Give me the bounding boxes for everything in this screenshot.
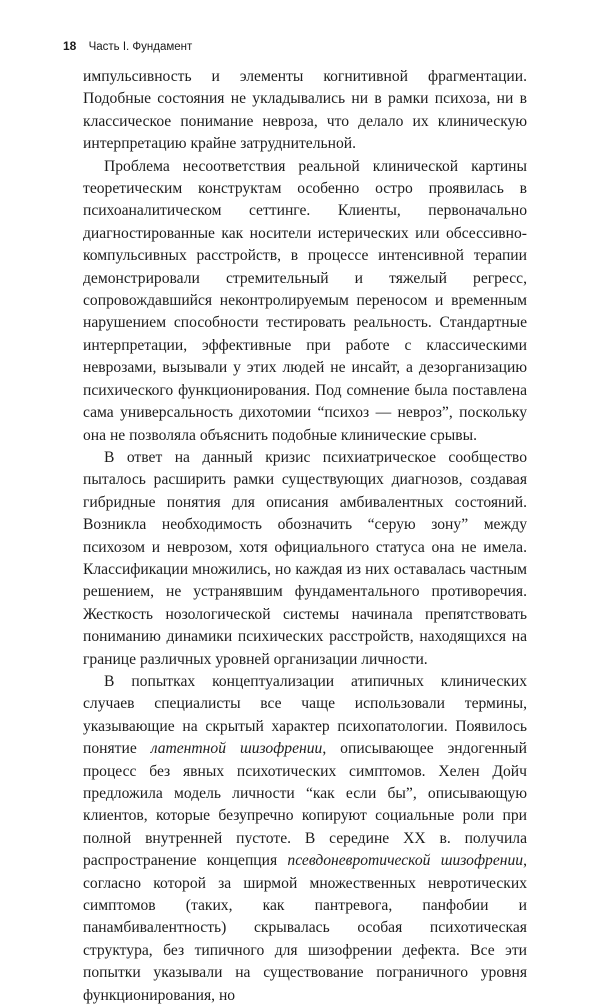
paragraph-3: В ответ на данный кризис психиатрическое сообщество пыталось расширить рамки существующих диагнозов, создавая гибридные понятия для описания амбивалентных состояний. Возникла необходимость обозначить “серую зону” между психозом и неврозом, хотя официального статуса она не имела. Классификации множились, но каждая из них оставалась частным решением, не устранявшим фундаментального противоречия. Жесткость нозологической системы начинала препятствовать пониманию динамики психических расстройств, находящихся на границе различных уровней организации личности. — [83, 448, 527, 668]
paragraph-4-text-2: , описывающее эндогенный процесс без явных психотических симптомов. Хелен Дойч предложила модель личности “как если бы”, описывающую клиентов, которые безупречно копируют социальные роли при полной внутренней пустоте. В середине XX в. получила распространение концепция — [83, 740, 527, 870]
term-latent-schizophrenia: латентной шизофрении — [150, 740, 323, 758]
paragraph-4 — [83, 671, 527, 1007]
paragraph-4-text-3: , согласно которой за ширмой множественных невротических симптомов (таких, как пантревога, панфобии и панамбивалентность) скрывалась особая психотическая структура, без типичного для шизофрении дефекта. Все эти попытки указывали на существование пограничного уровня функционирования, но — [83, 852, 527, 1004]
paragraph-4-text-1: В попытках концептуализации атипичных клинических случаев специалисты все чаще использовали термины, указывающие на скрытый характер психопатологии. Появилось понятие — [83, 672, 527, 758]
section-title: Часть I. Фундамент — [88, 41, 193, 53]
paragraph-1: импульсивность и элементы когнитивной фрагментации. Подобные состояния не укладывались ни в рамки психоза, ни в классическое понимание невроза, что делало их клиническую интерпретацию крайне затруднительной. — [83, 68, 527, 153]
paragraph-2: Проблема несоответствия реальной клинической картины теоретическим конструктам особенно остро проявилась в психоаналитическом сеттинге. Клиенты, первоначально диагностированные как носители истерических или обсессивно-компульсивных расстройств, в процессе интенсивной терапии демонстрировали стремительный и тяжелый регресс, сопровождавшийся неконтролируемым переносом и временным нарушением способности тестировать реальность. Стандартные интерпретации, эффективные при работе с классическими неврозами, вызывали у этих людей не инсайт, а дезорганизацию психического функционирования. Под сомнение была поставлена сама универсальность дихотомии “психоз — невроз”, поскольку она не позволяла объяснить подобные клинические срывы. — [83, 157, 527, 444]
page-number: 18 — [63, 39, 77, 53]
term-pseudoneurotic-schizophrenia: псевдоневротической шизофрении — [287, 852, 524, 870]
running-header — [63, 39, 192, 53]
body-text — [83, 66, 527, 1007]
